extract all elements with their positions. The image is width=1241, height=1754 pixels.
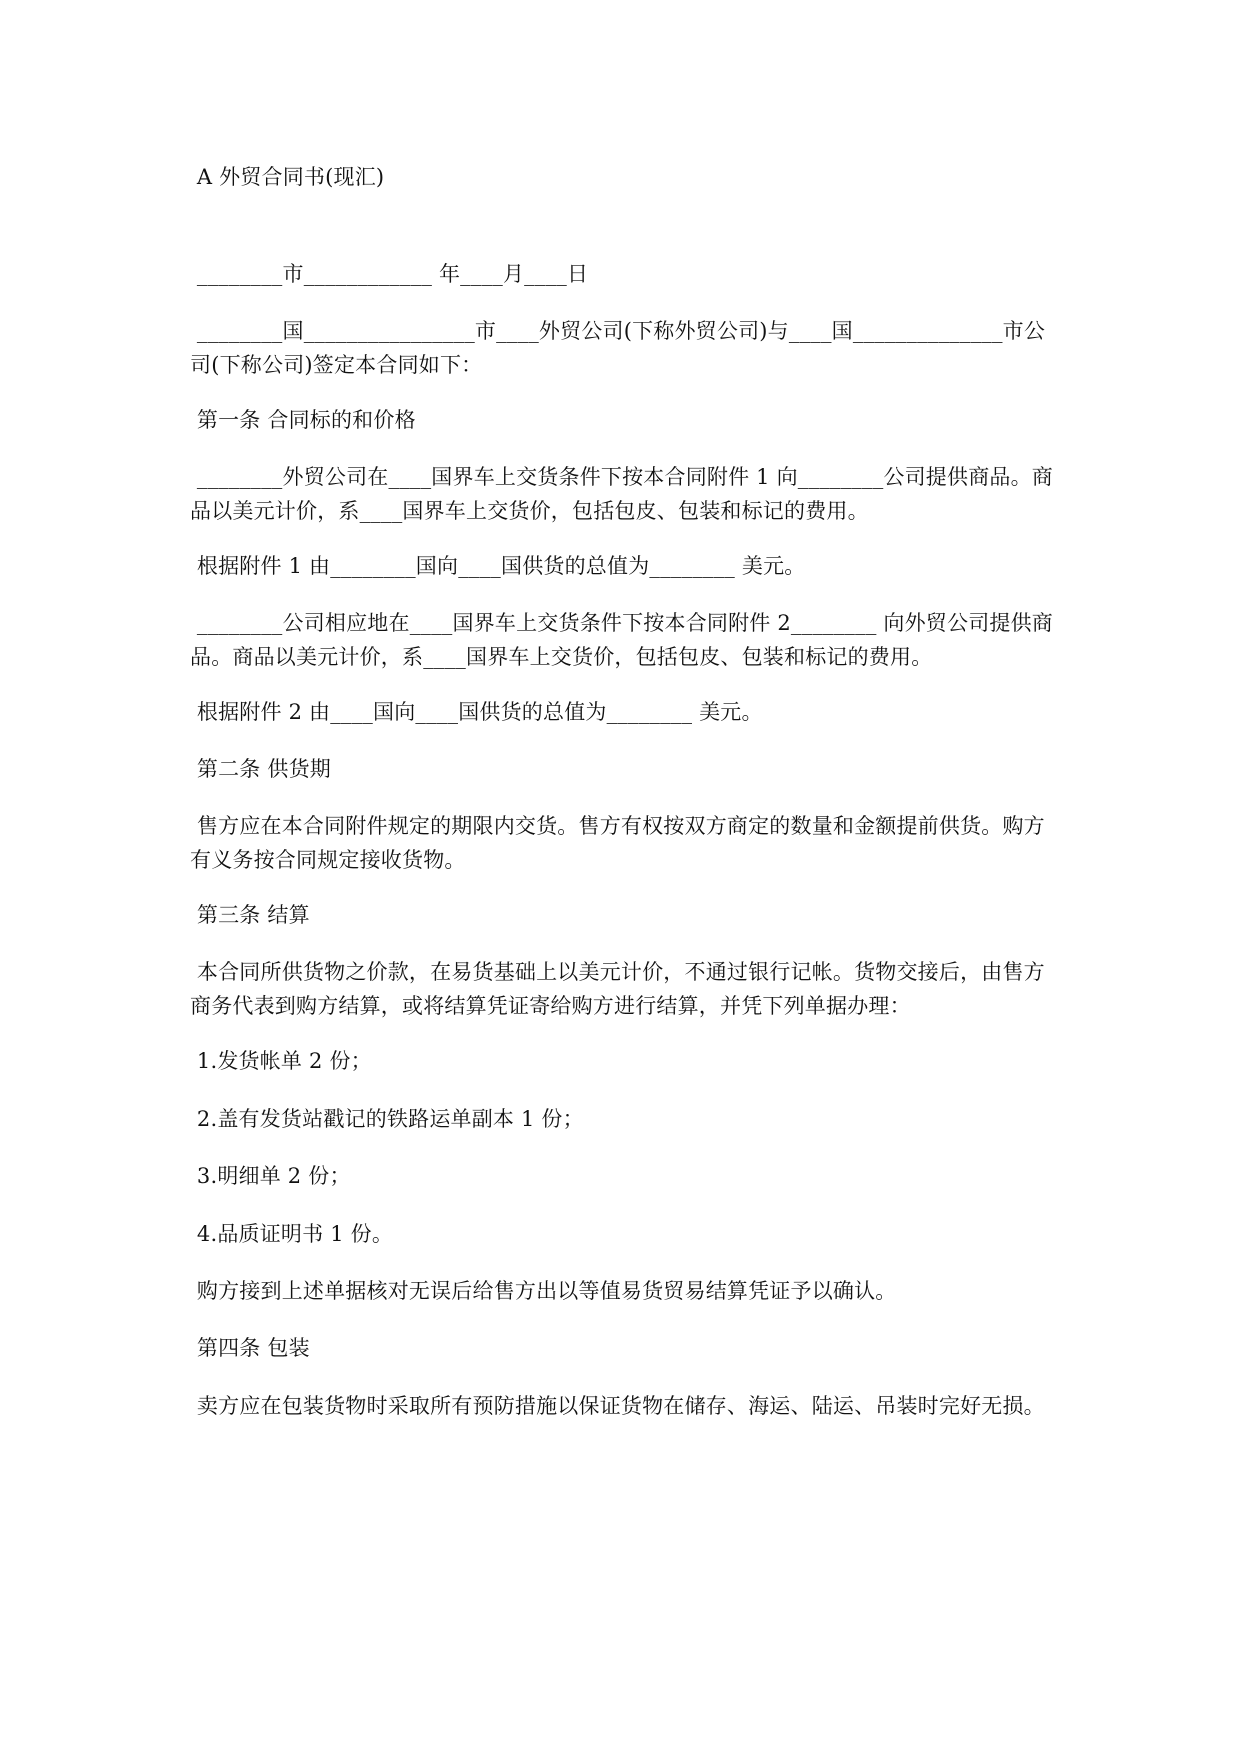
document-list-item-3: 3.明细单 2 份； — [190, 1164, 351, 1188]
article-3-heading: 第三条 结算 — [190, 903, 310, 927]
article-1-paragraph-4: 根据附件 2 由____国向____国供货的总值为________ 美元。 — [190, 700, 763, 724]
article-2-heading: 第二条 供货期 — [190, 757, 331, 781]
article-3-confirmation: 购方接到上述单据核对无误后给售方出以等值易货贸易结算凭证予以确认。 — [190, 1279, 897, 1303]
article-4-paragraph: 卖方应在包装货物时采取所有预防措施以保证货物在储存、海运、陆运、吊装时完好无损。 — [190, 1394, 1045, 1418]
article-1-paragraph-1: ________外贸公司在____国界车上交货条件下按本合同附件 1 向________公司提供商品。商品以美元计价，系____国界车上交货价，包括包皮、包装和标记的费用。 — [190, 465, 1053, 523]
document-list-item-2: 2.盖有发货站戳记的铁路运单副本 1 份； — [190, 1107, 584, 1131]
article-1-paragraph-2: 根据附件 1 由________国向____国供货的总值为________ 美元。 — [190, 554, 806, 578]
document-list-item-4: 4.品质证明书 1 份。 — [190, 1222, 394, 1246]
article-1-paragraph-3: ________公司相应地在____国界车上交货条件下按本合同附件 2________ 向外贸公司提供商品。商品以美元计价，系____国界车上交货价，包括包皮、包装和标记的费用。 — [190, 611, 1053, 669]
parties-paragraph: ________国________________市____外贸公司(下称外贸公司)与____国______________市公司(下称公司)签定本合同如下： — [190, 319, 1046, 377]
date-line: ________市____________ 年____月____日 — [190, 262, 589, 286]
document-list-item-1: 1.发货帐单 2 份； — [190, 1049, 372, 1073]
article-1-heading: 第一条 合同标的和价格 — [190, 408, 416, 432]
document-title: A 外贸合同书(现汇) — [190, 165, 385, 189]
article-3-paragraph: 本合同所供货物之价款，在易货基础上以美元计价，不通过银行记帐。货物交接后，由售方商务代表到购方结算，或将结算凭证寄给购方进行结算，并凭下列单据办理： — [190, 960, 1045, 1018]
article-4-heading: 第四条 包装 — [190, 1336, 310, 1360]
article-2-paragraph: 售方应在本合同附件规定的期限内交货。售方有权按双方商定的数量和金额提前供货。购方有义务按合同规定接收货物。 — [190, 814, 1045, 872]
